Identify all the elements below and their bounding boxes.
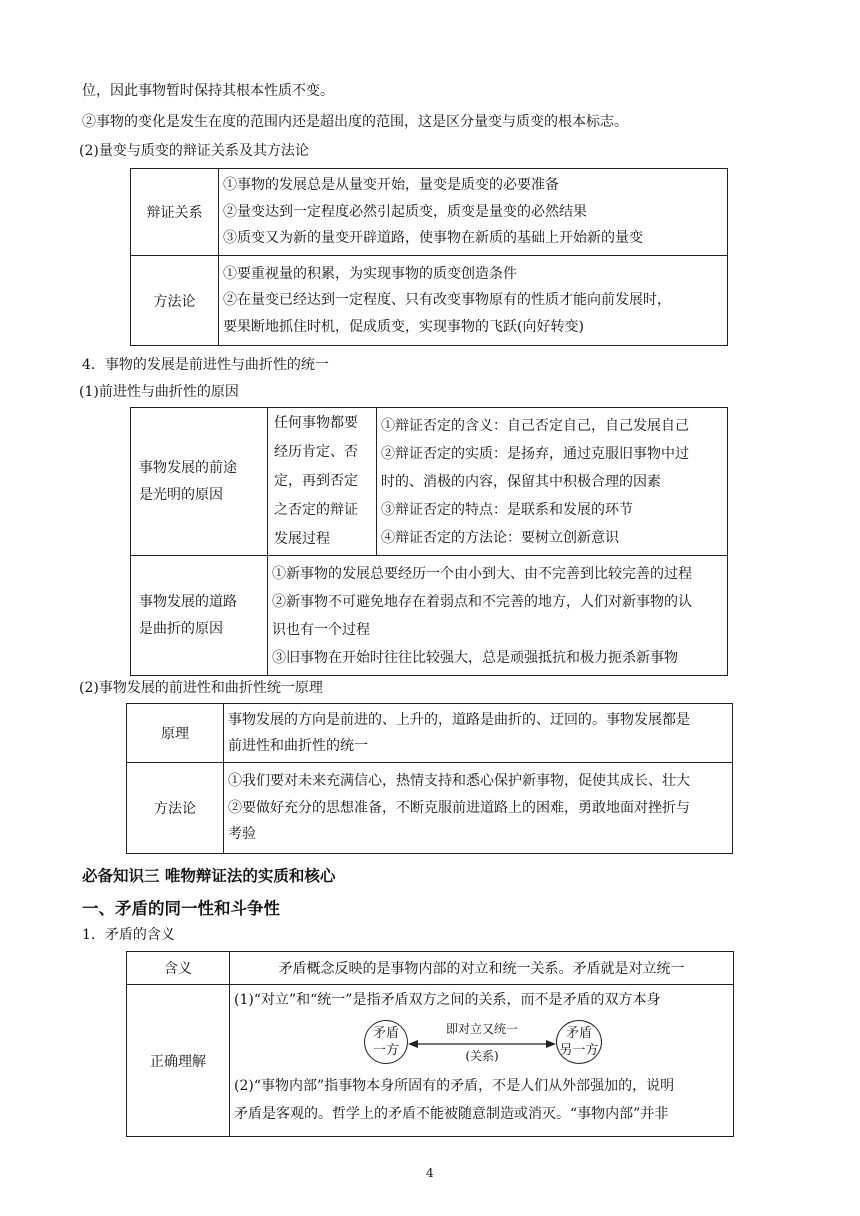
- table2-right-line3: 时的、消极的内容，保留其中积极合理的因素: [381, 473, 661, 490]
- table2-mid-line4: 之否定的辩证: [274, 502, 358, 518]
- table4-row1-label: 含义: [127, 952, 230, 985]
- table2-row1-right: [377, 408, 728, 556]
- contradiction-side-b-node: [556, 1020, 602, 1064]
- arrow-label-top: 即对立又统一: [445, 1021, 518, 1036]
- contradiction-meaning-table: [126, 951, 734, 1137]
- side-a-line1: 矛盾: [372, 1025, 399, 1041]
- table2-row2-line4: ③旧事物在开始时往往比较强大，总是顽强抵抗和极力扼杀新事物: [272, 649, 678, 666]
- quantity-quality-table: [130, 168, 728, 346]
- heading-contradiction: 一、矛盾的同一性和斗争性: [82, 899, 280, 918]
- arrow-label-bottom: (关系): [465, 1048, 499, 1063]
- table2-row1-label-line2: 是光明的原因: [139, 486, 223, 503]
- table3-row1-content: [224, 704, 733, 763]
- table1-row2-content: [219, 256, 728, 346]
- side-b-line1: 矛盾: [565, 1025, 592, 1041]
- side-b-line2: 另一方: [559, 1042, 599, 1058]
- table1-row2-line1: ①要重视量的积累，为实现事物的质变创造条件: [223, 265, 517, 282]
- table3-row1-label: 原理: [127, 704, 224, 763]
- page-number: 4: [426, 1166, 434, 1180]
- item-1-contradiction-meaning: 1．矛盾的含义: [82, 927, 175, 943]
- side-a-line2: 一方: [372, 1042, 399, 1058]
- table3-row2-line1: ①我们要对未来充满信心，热情支持和悉心保护新事物，促使其成长、壮大: [228, 773, 690, 790]
- table3-row2-label: 方法论: [127, 763, 224, 854]
- table3-row2-line3: 考验: [228, 826, 256, 843]
- table2-row2-line2: ②新事物不可避免地存在着弱点和不完善的地方，人们对新事物的认: [272, 593, 692, 610]
- table1-row1-label: 辩证关系: [131, 169, 219, 256]
- table2-right-line5: ④辩证否定的方法论：要树立创新意识: [381, 529, 619, 546]
- table2-row2-label: [131, 556, 268, 676]
- table4-row2-content: [230, 985, 734, 1137]
- table1-row1-line1: ①事物的发展总是从量变开始，量变是质变的必要准备: [223, 177, 559, 194]
- section4-subtitle-1: (1)前进性与曲折性的原因: [79, 384, 239, 400]
- section4-subtitle-2: (2)事物发展的前进性和曲折性统一原理: [79, 680, 323, 696]
- intro-line-1: 位，因此事物暂时保持其根本性质不变。: [82, 83, 334, 99]
- table2-row2-line3: 识也有一个过程: [272, 621, 370, 638]
- intro-line-3: (2)量变与质变的辩证关系及其方法论: [79, 143, 309, 159]
- table4-row1-content: 矛盾概念反映的是事物内部的对立和统一关系。矛盾就是对立统一: [230, 952, 734, 985]
- table2-right-line1: ①辩证否定的含义：自己否定自己，自己发展自己: [381, 417, 689, 434]
- table2-mid-line1: 任何事物都要: [274, 415, 358, 431]
- intro-line-2: ②事物的变化是发生在度的范围内还是超出度的范围，这是区分量变与质变的根本标志。: [82, 114, 628, 130]
- table2-row1-label: [131, 408, 268, 556]
- table1-row1-line2: ②量变达到一定程度必然引起质变，质变是量变的必然结果: [223, 203, 587, 220]
- table2-row2-content: [268, 556, 728, 676]
- table2-right-line2: ②辩证否定的实质：是扬弃，通过克服旧事物中过: [381, 445, 689, 462]
- opposition-unity-diagram: [234, 1014, 733, 1072]
- table2-row2-label-line1: 事物发展的道路: [139, 594, 237, 610]
- table1-row2-line2: ②在量变已经达到一定程度、只有改变事物原有的性质才能向前发展时，: [223, 292, 671, 309]
- table4-row2-label: 正确理解: [127, 985, 230, 1137]
- table1-row2-label: 方法论: [131, 256, 219, 346]
- progress-twist-table: [130, 407, 728, 676]
- table2-right-line4: ③辩证否定的特点：是联系和发展的环节: [381, 501, 633, 518]
- table3-row1-line1: 事物发展的方向是前进的、上升的，道路是曲折的、迂回的。事物发展都是: [228, 711, 690, 728]
- table3-row2-content: [224, 763, 733, 854]
- table2-mid-line2: 经历肯定、否: [274, 444, 358, 460]
- contradiction-side-a-node: [364, 1020, 408, 1064]
- section4-title: 4．事物的发展是前进性与曲折性的统一: [82, 357, 329, 373]
- table2-mid-line3: 定，再到否定: [274, 473, 358, 489]
- table4-understanding-line3: 矛盾是客观的。哲学上的矛盾不能被随意制造或消灭。“事物内部”并非: [234, 1105, 669, 1122]
- heading-knowledge-3: 必备知识三 唯物辩证法的实质和核心: [82, 867, 336, 885]
- table2-mid-line5: 发展过程: [274, 531, 330, 547]
- table1-row1-line3: ③质变又为新的量变开辟道路，使事物在新质的基础上开始新的量变: [223, 230, 643, 247]
- table3-row2-line2: ②要做好充分的思想准备，不断克服前进道路上的困难，勇敢地面对挫折与: [228, 799, 690, 816]
- table2-row2-label-line2: 是曲折的原因: [139, 620, 223, 637]
- principle-method-table: [126, 703, 733, 854]
- table2-row1-label-line1: 事物发展的前途: [139, 460, 237, 476]
- table2-row2-line1: ①新事物的发展总要经历一个由小到大、由不完善到比较完善的过程: [272, 565, 692, 582]
- table4-understanding-line2: (2)“事物内部”指事物本身所固有的矛盾，不是人们从外部强加的，说明: [234, 1077, 675, 1094]
- table1-row1-content: [219, 169, 728, 256]
- table1-row2-line3: 要果断地抓住时机，促成质变，实现事物的飞跃(向好转变): [223, 318, 584, 335]
- table3-row1-line2: 前进性和曲折性的统一: [228, 738, 368, 754]
- table4-understanding-line1: (1)“对立”和“统一”是指矛盾双方之间的关系，而不是矛盾的双方本身: [234, 992, 661, 1008]
- table2-row1-middle: [268, 408, 377, 556]
